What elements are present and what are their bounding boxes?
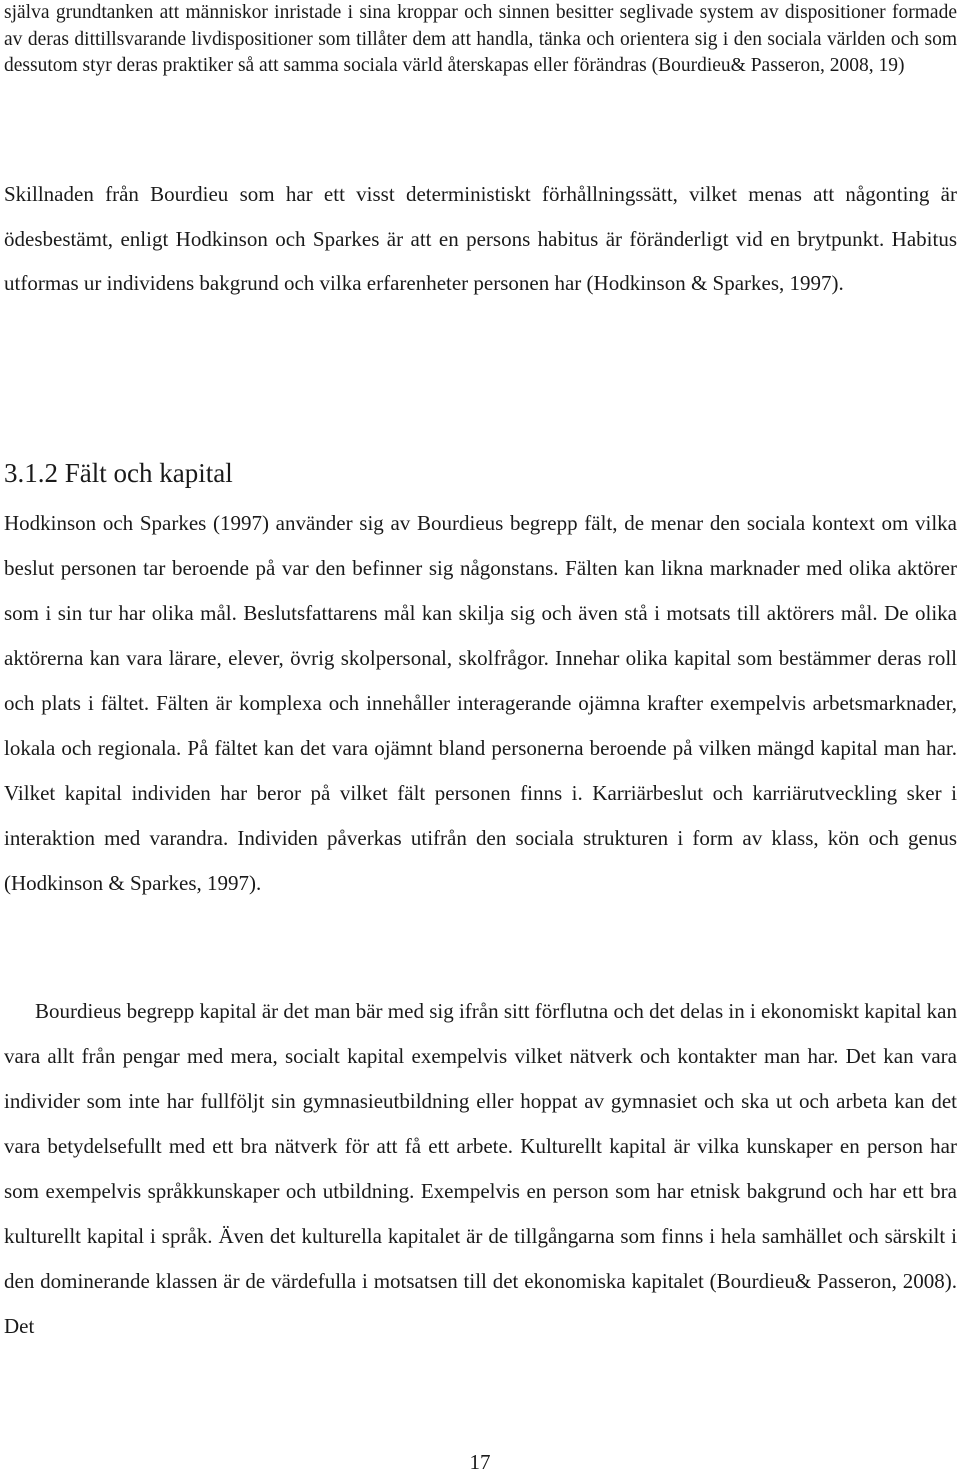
section-heading: 3.1.2 Fält och kapital [4, 458, 233, 488]
block-quote: själva grundtanken att människor inristade i sina kroppar och sinnen besitter seglivade system av dispositioner formade av deras dittillsvarande livdispositioner som tillåter dem att handla, tänka och orientera sig i den sociala världen och som dessutom styr deras praktiker så att samma sociala värld återskapas eller förändras (Bourdieu& Passeron, 2008, 19) [4, 2, 957, 76]
paragraph-falt: Hodkinson och Sparkes (1997) använder sig av Bourdieus begrepp fält, de menar den sociala kontext om vilka beslut personen tar beroende på var den befinner sig någonstans. Fälten kan likna marknader med olika aktörer som i sin tur har olika mål. Beslutsfattarens mål kan skilja sig och även stå i motsats till aktörers mål. De olika aktörerna kan vara lärare, elever, övrig skolpersonal, skolfrågor. Innehar olika kapital som bestämmer deras roll och plats i fältet. Fälten är komplexa och innehåller interagerande ojämna krafter exempelvis arbetsmarknader, lokala och regionala. På fältet kan det vara ojämnt bland personerna beroende på vilken mängd kapital man har. Vilket kapital individen har beror på vilket fält personen finns i. Karriärbeslut och karriärutveckling sker i interaktion med varandra. Individen påverkas utifrån den sociala strukturen i form av klass, kön och genus (Hodkinson & Sparkes, 1997). [4, 511, 957, 895]
paragraph-kapital: Bourdieus begrepp kapital är det man bär med sig ifrån sitt förflutna och det delas in i ekonomiskt kapital kan vara allt från pengar med mera, socialt kapital exempelvis vilket nätverk och kontakter man har. Det kan vara individer som inte har fullföljt sin gymnasieutbildning eller hoppat av gymnasiet och ska ut och arbeta kan det vara betydelsefullt med ett bra nätverk för att få ett arbete. Kulturellt kapital är vilka kunskaper en person har som exempelvis språkkunskaper och utbildning. Exempelvis en person som har etnisk bakgrund och har ett bra kulturellt kapital i språk. Även det kulturella kapitalet är de tillgångarna som finns i hela samhället och särskilt i den dominerande klassen är de värdefulla i motsatsen till det ekonomiska kapitalet (Bourdieu& Passeron, 2008). Det [4, 999, 958, 1338]
page-number: 17 [469, 1450, 491, 1474]
paragraph-habitus: Skillnaden från Bourdieu som har ett visst deterministiskt förhållningssätt, vilket menas att någonting är ödesbestämt, enligt Hodkinson och Sparkes är att en persons habitus är föränderligt vid en brytpunkt. Habitus utformas ur individens bakgrund och vilka erfarenheter personen har (Hodkinson & Sparkes, 1997). [4, 182, 957, 295]
